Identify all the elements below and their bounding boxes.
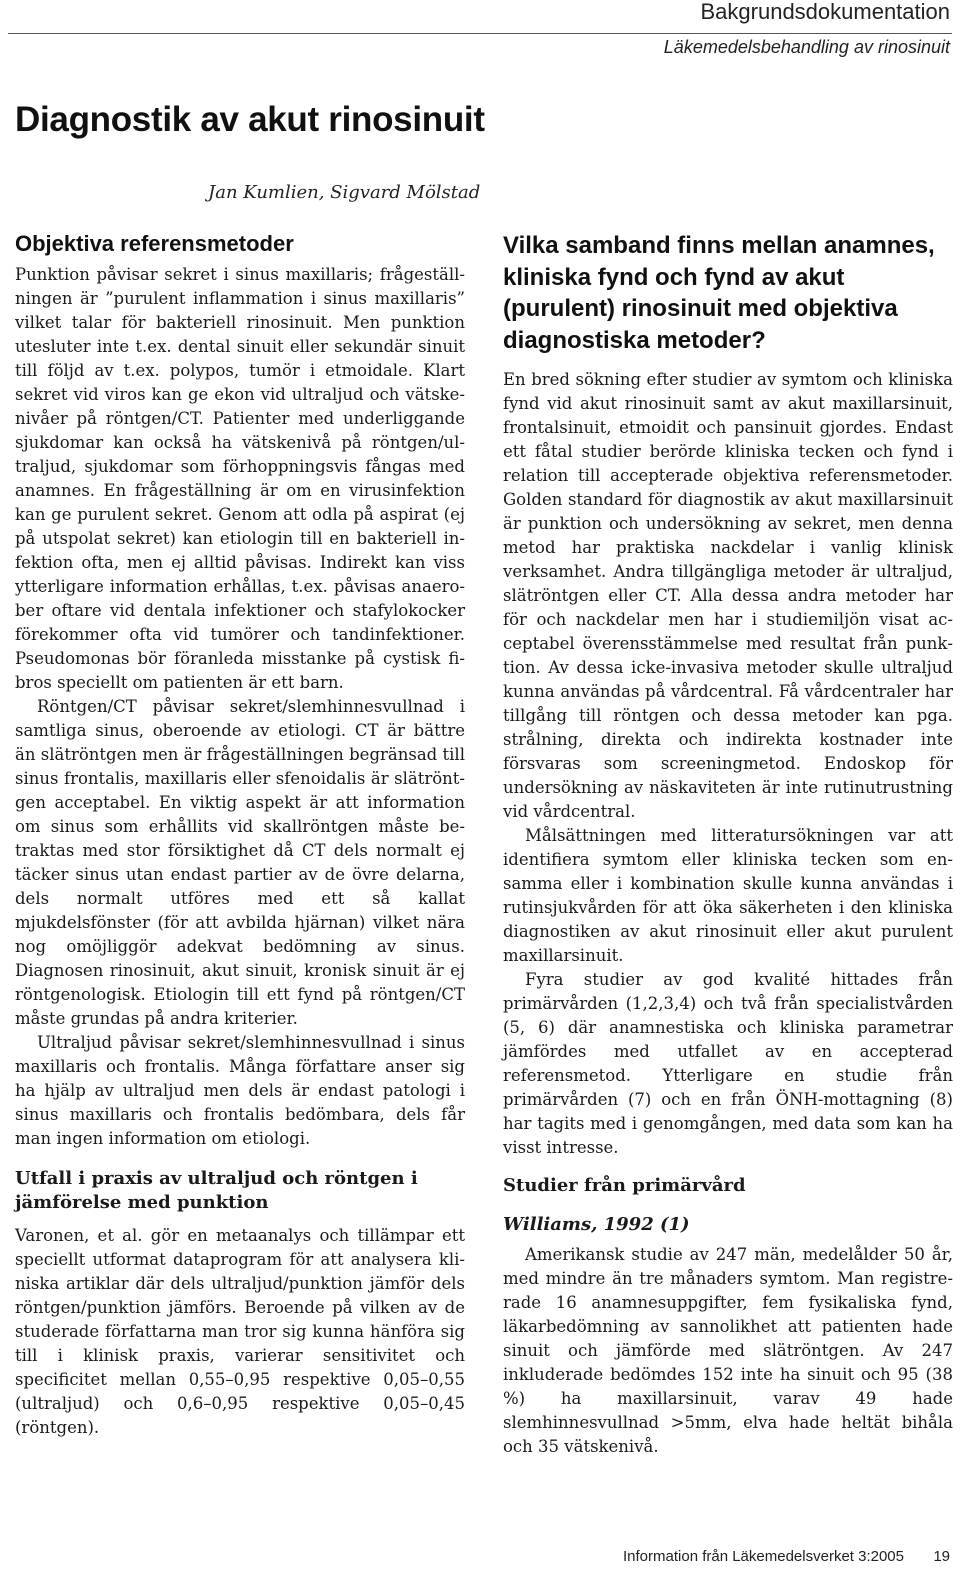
paragraph: Fyra studier av god kvalité hittades från primärvården (1,2,3,4) och två från specialistvården (5, 6) där anamnestiska och kliniska parametrar jämfördes med utfallet av en accepterad referensmetod. Ytterligare en studie från primärvården (7) och en från ÖNH-mottagning (8) har tagits med i genomgången, med data som kan ha visst intresse. <box>503 970 953 1157</box>
paragraph: Amerikansk studie av 247 män, medelålder 50 år, med mindre än tre månaders symtom. Man registrerade 16 anamnesuppgifter, fem fysikaliska fynd, läkarbedömning av sannolikhet att patienten hade sinuit och jämförde med slätröntgen. Av 247 inkluderade bedömdes 152 inte ha sinuit och 95 (38 %) ha maxillarsinuit, varav 49 hade slemhinnesvullnad >5mm, elva hade heltät bihåla och 35 vätskenivå. <box>503 1245 953 1456</box>
right-column <box>503 230 953 1459</box>
paragraph: Ultraljud påvisar sekret/slemhinnesvullnad i sinus maxillaris och frontalis. Många författare anser sig ha hjälp av ultraljud men dels är endast patologi i sinus maxillaris och frontalis bedömbara, dels får man ingen information om etiologi. <box>15 1033 465 1148</box>
section-heading: Vilka samband finns mellan anamnes, kliniska fynd och fynd av akut (purulent) rinosinuit med objektiva diagnostiska metoder? <box>503 232 935 354</box>
footer-publication: Information från Läkemedelsverket 3:2005 <box>623 1548 904 1565</box>
page-number: 19 <box>933 1548 950 1565</box>
paragraph: Punktion påvisar sekret i sinus maxillaris; frågeställningen är ”purulent inflammation i sinus maxillaris” vilket talar för bakteriell rinosinuit. Men punktion utesluter inte t.ex. dental sinuit eller sekundär sinuit till följd av t.ex. polypos, tumör i etmoidale. Klart sekret vid viros kan ge ekon vid ultraljud och vätskenivåer på röntgen/CT. Patienter med underliggande sjukdomar kan också ha vätskenivå på röntgen/ultraljud, sjukdomar som förhoppningsvis fångas med anamnes. En frågeställning är om en virusinfektion kan ge purulent sekret. Genom att odla på aspirat (ej på utspolat sekret) kan etiologin till en bakteriell infektion ofta, men ej alltid påvisas. Indirekt kan viss ytterligare information erhållas, t.ex. påvisas anaerober oftare vid dentala infektioner och stafylokocker förekommer ofta vid tumörer och tandinfektioner. Pseudomonas bör föranleda misstanke på cystisk fibros speciellt om patienten är ett barn. <box>15 265 465 692</box>
left-column <box>15 230 465 1440</box>
section-heading: Objektiva referensmetoder <box>15 231 294 256</box>
authors: Jan Kumlien, Sigvard Mölstad <box>208 182 481 203</box>
header-divider <box>8 33 952 34</box>
subsection-heading: Utfall i praxis av ultraljud och röntgen i jämförelse med punktion <box>15 1168 418 1213</box>
header-section-label: Bakgrundsdokumentation <box>700 0 950 24</box>
paragraph: Varonen, et al. gör en metaanalys och tillämpar ett speciellt utformat dataprogram för att analysera kliniska artiklar där dels ultraljud/punktion jämför dels röntgen/punktion jämförs. Beroende på vilken av de studerade författarna man tror sig kunna hänföra sig till i klinisk praxis, varierar sensitivitet och specificitet mellan 0,55–0,95 respektive 0,05–0,55 (ultraljud) och 0,6–0,95 respektive 0,05–0,45 (röntgen). <box>15 1226 465 1437</box>
paragraph: Målsättningen med litteratursökningen var att identifiera symtom eller kliniska tecken som ensamma eller i kombination skulle kunna användas i rutinsjukvården för att öka säkerheten i den kliniska diagnostiken av akut rinosinuit eller akut purulent maxillarsinuit. <box>503 826 953 965</box>
study-heading: Williams, 1992 (1) <box>503 1214 690 1235</box>
paragraph: Röntgen/CT påvisar sekret/slemhinnesvullnad i samtliga sinus, oberoende av etiologi. CT är bättre än slätröntgen men är frågeställningen begränsad till sinus frontalis, maxillaris eller sfenoidalis är slätröntgen acceptabel. En viktig aspekt är att information om sinus som erhållits vid skallröntgen måste betraktas med stor försiktighet då CT dels normalt ej täcker sinus utan endast partier av de övre delarna, dels normalt utföres med ett så kallat mjukdelsfönster (för att avbilda hjärnan) vilket nära nog omöjliggör adekvat bedömning av sinus. Diagnosen rinosinuit, akut sinuit, kronisk sinuit är ej röntgenologisk. Etiologin till ett fynd på röntgen/CT måste grundas på andra kriterier. <box>15 697 465 1028</box>
subsection-heading: Studier från primärvård <box>503 1175 746 1196</box>
header-subtitle: Läkemedelsbehandling av rinosinuit <box>663 37 950 57</box>
page-title: Diagnostik av akut rinosinuit <box>15 100 485 139</box>
paragraph: En bred sökning efter studier av symtom och kliniska fynd vid akut rinosinuit samt av akut maxillarsinuit, frontalsinuit, etmoidit och pansinuit gjordes. Endast ett fåtal studier berörde kliniska tecken och fynd i relation till accepterade objektiva referensmetoder. Golden standard för diagnostik av akut maxillarsinuit är punktion och undersökning av sekret, men denna metod har praktiska nackdelar i vanlig klinisk verksamhet. Andra tillgängliga metoder är ultraljud, slätröntgen eller CT. Alla dessa andra metoder har för och nackdelar men har i studiemiljön visat acceptabel överensstämmelse med resultat från punktion. Av dessa icke-invasiva metoder skulle ultraljud kunna användas på vårdcentral. Få vårdcentraler har tillgång till röntgen och dessa metoder kan pga. strålning, direkta och indirekta kostnader inte försvaras som screeningmetod. Endoskop för undersökning av näskaviteten är inte rutinutrustning vid vårdcentral. <box>503 370 953 821</box>
